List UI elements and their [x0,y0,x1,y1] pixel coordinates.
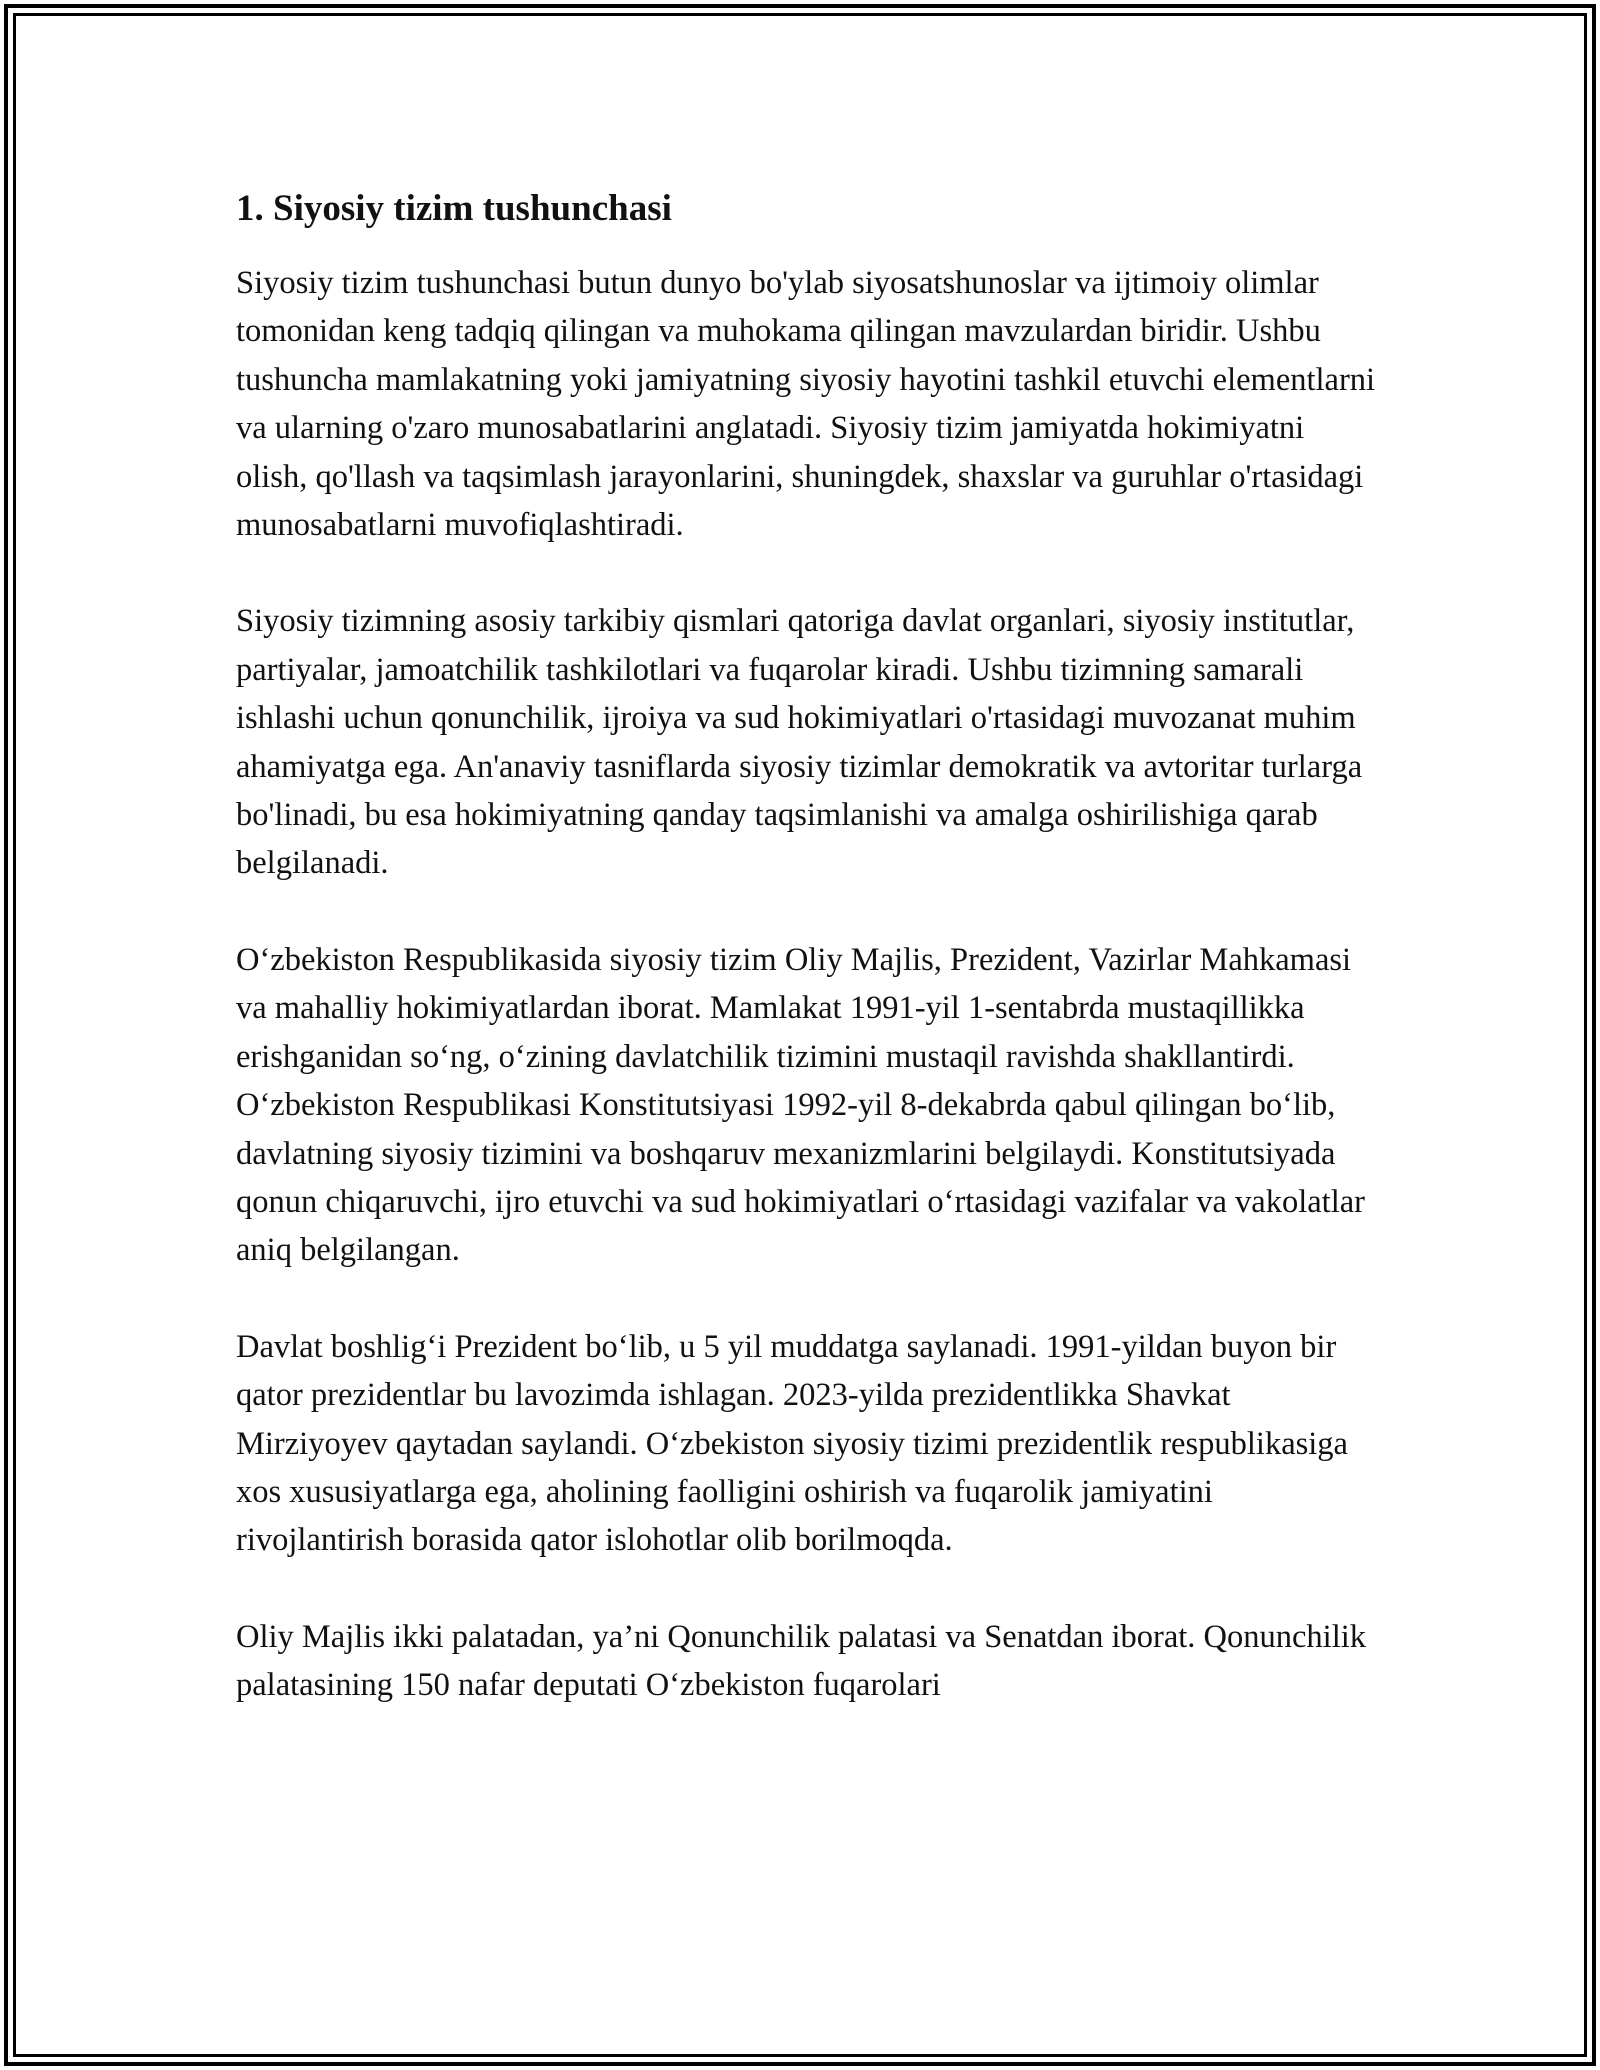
section-heading: 1. Siyosiy tizim tushunchasi [236,188,672,229]
paragraph-5: Oliy Majlis ikki palatadan, ya’ni Qonunchilik palatasi va Senatdan iborat. Qonunchilik palatasining 150 nafar deputati O‘zbekiston fuqarolari [236,1618,1367,1704]
paragraph-3: O‘zbekiston Respublikasida siyosiy tizim Oliy Majlis, Prezident, Vazirlar Mahkamasi va mahalliy hokimiyatlardan iborat. Mamlakat 1991-yil 1-sentabrda mustaqillikka erishganidan so‘ng, o‘zining davlatchilik tizimini mustaqil ravishda shakllantirdi. O‘zbekiston Respublikasi Konstitutsiyasi 1992-yil 8-dekabrda qabul qilingan bo‘lib, davlatning siyosiy tizimini va boshqaruv mexanizmlarini belgilaydi. Konstitutsiyada qonun chiqaruvchi, ijro etuvchi va sud hokimiyatlari o‘rtasidagi vazifalar va vakolatlar aniq belgilangan. [236,941,1365,1269]
paragraph-2: Siyosiy tizimning asosiy tarkibiy qismlari qatoriga davlat organlari, siyosiy institutlar, partiyalar, jamoatchilik tashkilotlari va fuqarolar kiradi. Ushbu tizimning samarali ishlashi uchun qonunchilik, ijroiya va sud hokimiyatlari o'rtasidagi muvozanat muhim ahamiyatga ega. An'anaviy tasniflarda siyosiy tizimlar demokratik va avtoritar turlarga bo'linadi, bu esa hokimiyatning qanday taqsimlanishi va amalga oshirilishiga qarab belgilanadi. [236,603,1363,882]
paragraph-4: Davlat boshlig‘i Prezident bo‘lib, u 5 yil muddatga saylanadi. 1991-yildan buyon bir qator prezidentlar bu lavozimda ishlagan. 2023-yilda prezidentlikka Shavkat Mirziyoyev qaytadan saylandi. O‘zbekiston siyosiy tizimi prezidentlik respublikasiga xos xususiyatlarga ega, aholining faolligini oshirish va fuqarolik jamiyatini rivojlantirish borasida qator islohotlar olib borilmoqda. [236,1328,1348,1559]
paragraph-1: Siyosiy tizim tushunchasi butun dunyo bo'ylab siyosatshunoslar va ijtimoiy olimlar tomonidan keng tadqiq qilingan va muhokama qilingan mavzulardan biridir. Ushbu tushuncha mamlakatning yoki jamiyatning siyosiy hayotini tashkil etuvchi elementlarni va ularning o'zaro munosabatlarini anglatadi. Siyosiy tizim jamiyatda hokimiyatni olish, qo'llash va taqsimlash jarayonlarini, shuningdek, shaxslar va guruhlar o'rtasidagi munosabatlarni muvofiqlashtiradi. [236,265,1376,544]
document-body [236,185,1376,1758]
